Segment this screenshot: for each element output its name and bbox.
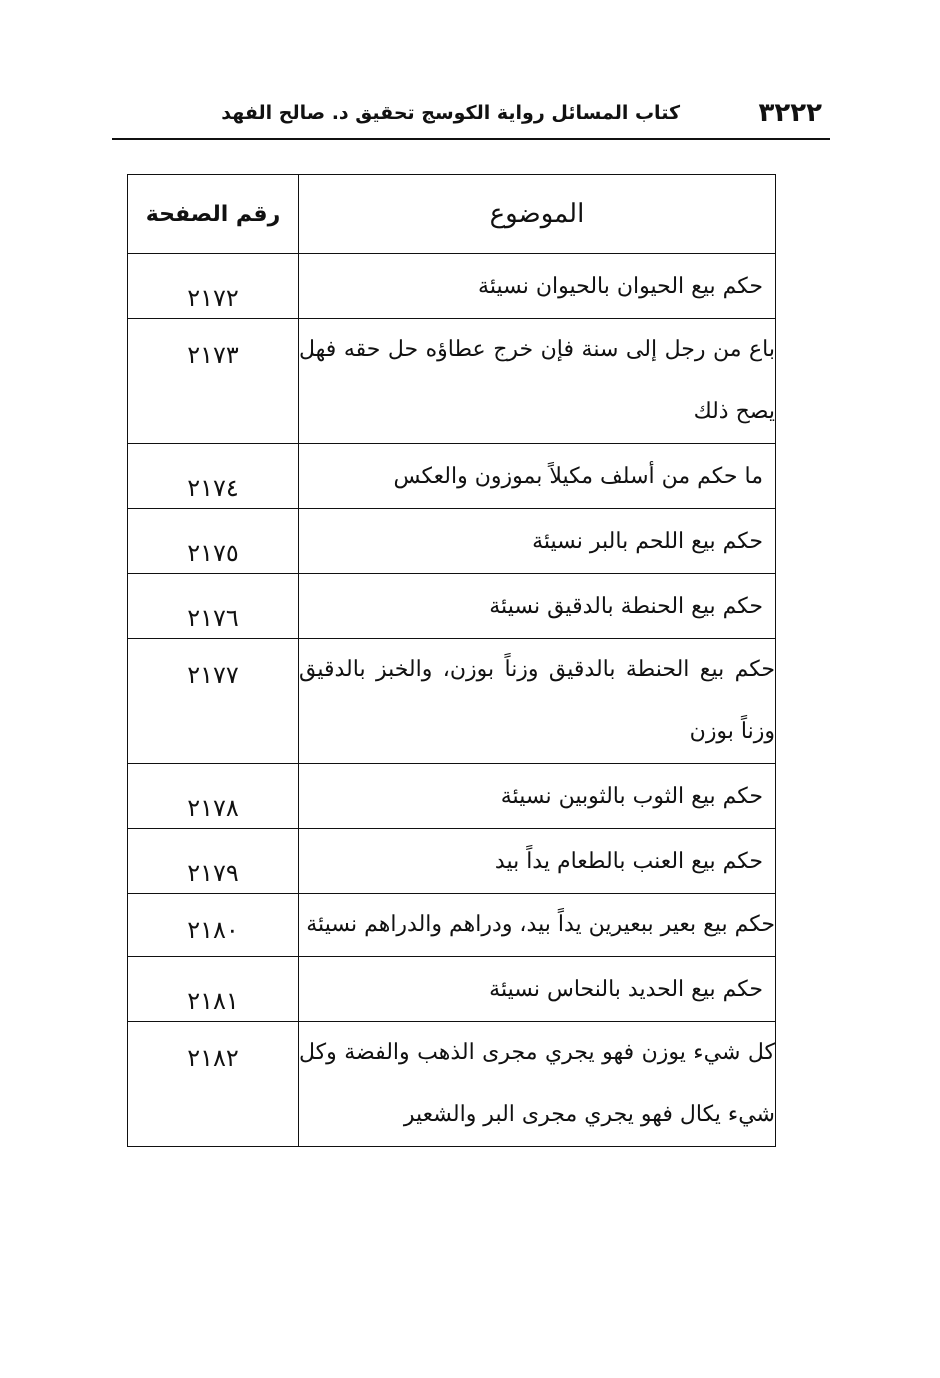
table-body [128,254,776,1147]
topic-cell: حكم بيع اللحم بالبر نسيئة [299,509,776,574]
table-row [128,957,776,1022]
page-number-cell: ٢١٨١ [128,957,299,1022]
table-row [128,254,776,319]
page-number-cell: ٢١٨٠ [128,894,299,957]
header-divider [112,138,830,140]
topic-column-header: الموضوع [299,175,776,254]
table-row [128,319,776,444]
page-header [112,92,830,138]
topic-cell: حكم بيع الحنطة بالدقيق نسيئة [299,574,776,639]
table-row [128,894,776,957]
table-row [128,829,776,894]
topic-cell: حكم بيع الحديد بالنحاس نسيئة [299,957,776,1022]
table-row [128,444,776,509]
book-title: كتاب المسائل رواية الكوسج تحقيق د. صالح الفهد [221,102,680,124]
table-row [128,509,776,574]
page-number-cell: ٢١٨٢ [128,1022,299,1147]
page-number-cell: ٢١٧٧ [128,639,299,764]
page-number-cell: ٢١٧٢ [128,254,299,319]
topic-cell: كل شيء يوزن فهو يجري مجرى الذهب والفضة وكل شيء يكال فهو يجري مجرى البر والشعير [299,1022,776,1147]
page-number-cell: ٢١٧٤ [128,444,299,509]
table-row [128,574,776,639]
table-row [128,1022,776,1147]
topic-cell: باع من رجل إلى سنة فإن خرج عطاؤه حل حقه فهل يصح ذلك [299,319,776,444]
topic-cell: حكم بيع بعير ببعيرين يداً بيد، ودراهم والدراهم نسيئة [299,894,776,957]
page-number-cell: ٢١٧٥ [128,509,299,574]
topic-cell: حكم بيع الحنطة بالدقيق وزناً بوزن، والخبز بالدقيق وزناً بوزن [299,639,776,764]
topic-cell: حكم بيع الثوب بالثوبين نسيئة [299,764,776,829]
page-number-cell: ٢١٧٣ [128,319,299,444]
topic-cell: حكم بيع العنب بالطعام يداً بيد [299,829,776,894]
topic-cell: ما حكم من أسلف مكيلاً بموزون والعكس [299,444,776,509]
page-number-cell: ٢١٧٦ [128,574,299,639]
page-number: ٣٢٢٢ [758,98,822,128]
table-row [128,639,776,764]
topic-cell: حكم بيع الحيوان بالحيوان نسيئة [299,254,776,319]
page-column-header: رقم الصفحة [128,175,299,254]
index-table [127,174,776,1147]
page-number-cell: ٢١٧٩ [128,829,299,894]
page-number-cell: ٢١٧٨ [128,764,299,829]
table-row [128,764,776,829]
table-header-row [128,175,776,254]
